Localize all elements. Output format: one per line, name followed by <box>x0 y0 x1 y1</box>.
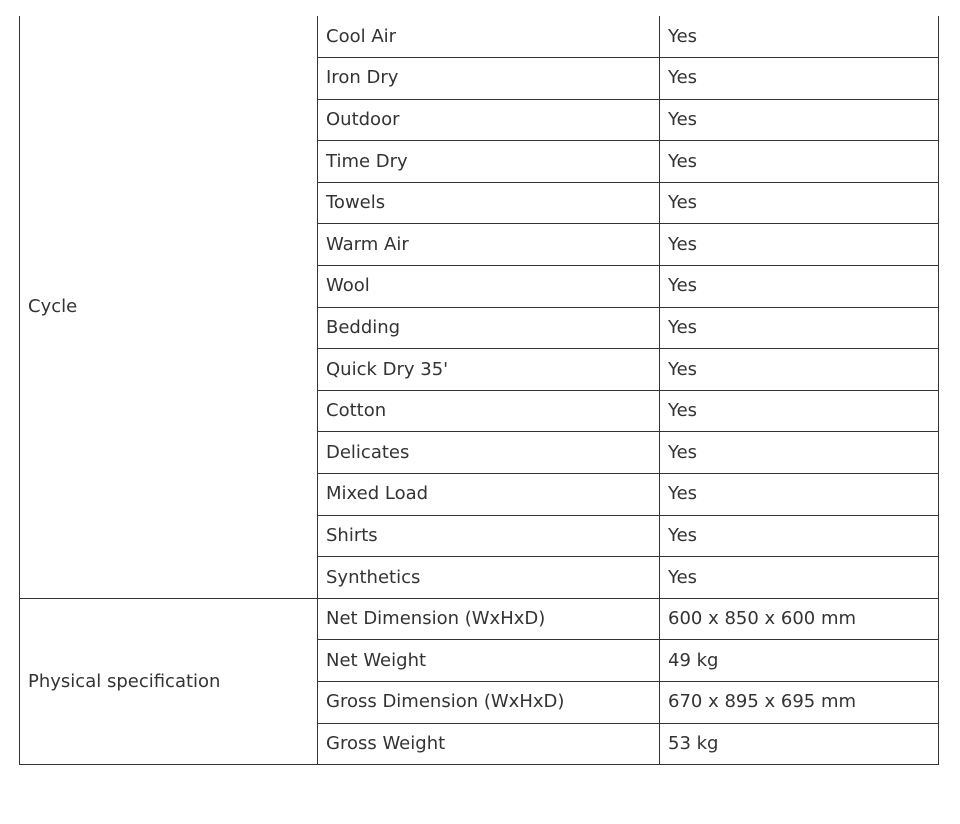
spec-label: Synthetics <box>318 557 660 599</box>
spec-table-body <box>20 16 939 765</box>
spec-label: Net Weight <box>318 640 660 682</box>
spec-value: Yes <box>660 141 939 183</box>
spec-label: Gross Dimension (WxHxD) <box>318 682 660 724</box>
spec-value: 670 x 895 x 695 mm <box>660 682 939 724</box>
spec-label: Time Dry <box>318 141 660 183</box>
spec-label: Iron Dry <box>318 58 660 100</box>
spec-label: Mixed Load <box>318 474 660 516</box>
spec-label: Towels <box>318 182 660 224</box>
spec-label: Cotton <box>318 390 660 432</box>
spec-value: Yes <box>660 99 939 141</box>
spec-label: Outdoor <box>318 99 660 141</box>
spec-value: Yes <box>660 474 939 516</box>
spec-label: Cool Air <box>318 16 660 58</box>
spec-value: Yes <box>660 266 939 308</box>
spec-label: Bedding <box>318 307 660 349</box>
spec-value: Yes <box>660 16 939 58</box>
spec-value: 53 kg <box>660 723 939 765</box>
spec-value: Yes <box>660 390 939 432</box>
spec-value: Yes <box>660 349 939 391</box>
spec-value: Yes <box>660 182 939 224</box>
spec-value: Yes <box>660 307 939 349</box>
table-row <box>20 598 939 640</box>
spec-value: 49 kg <box>660 640 939 682</box>
spec-value: Yes <box>660 432 939 474</box>
spec-value: 600 x 850 x 600 mm <box>660 598 939 640</box>
group-label-physical-specification: Physical specification <box>20 598 318 764</box>
spec-label: Quick Dry 35' <box>318 349 660 391</box>
spec-value: Yes <box>660 557 939 599</box>
spec-label: Wool <box>318 266 660 308</box>
spec-value: Yes <box>660 224 939 266</box>
spec-table <box>19 16 939 765</box>
spec-value: Yes <box>660 515 939 557</box>
table-row <box>20 16 939 58</box>
spec-value: Yes <box>660 58 939 100</box>
spec-label: Warm Air <box>318 224 660 266</box>
spec-label: Shirts <box>318 515 660 557</box>
group-label-cycle: Cycle <box>20 16 318 598</box>
spec-label: Delicates <box>318 432 660 474</box>
spec-label: Net Dimension (WxHxD) <box>318 598 660 640</box>
spec-label: Gross Weight <box>318 723 660 765</box>
